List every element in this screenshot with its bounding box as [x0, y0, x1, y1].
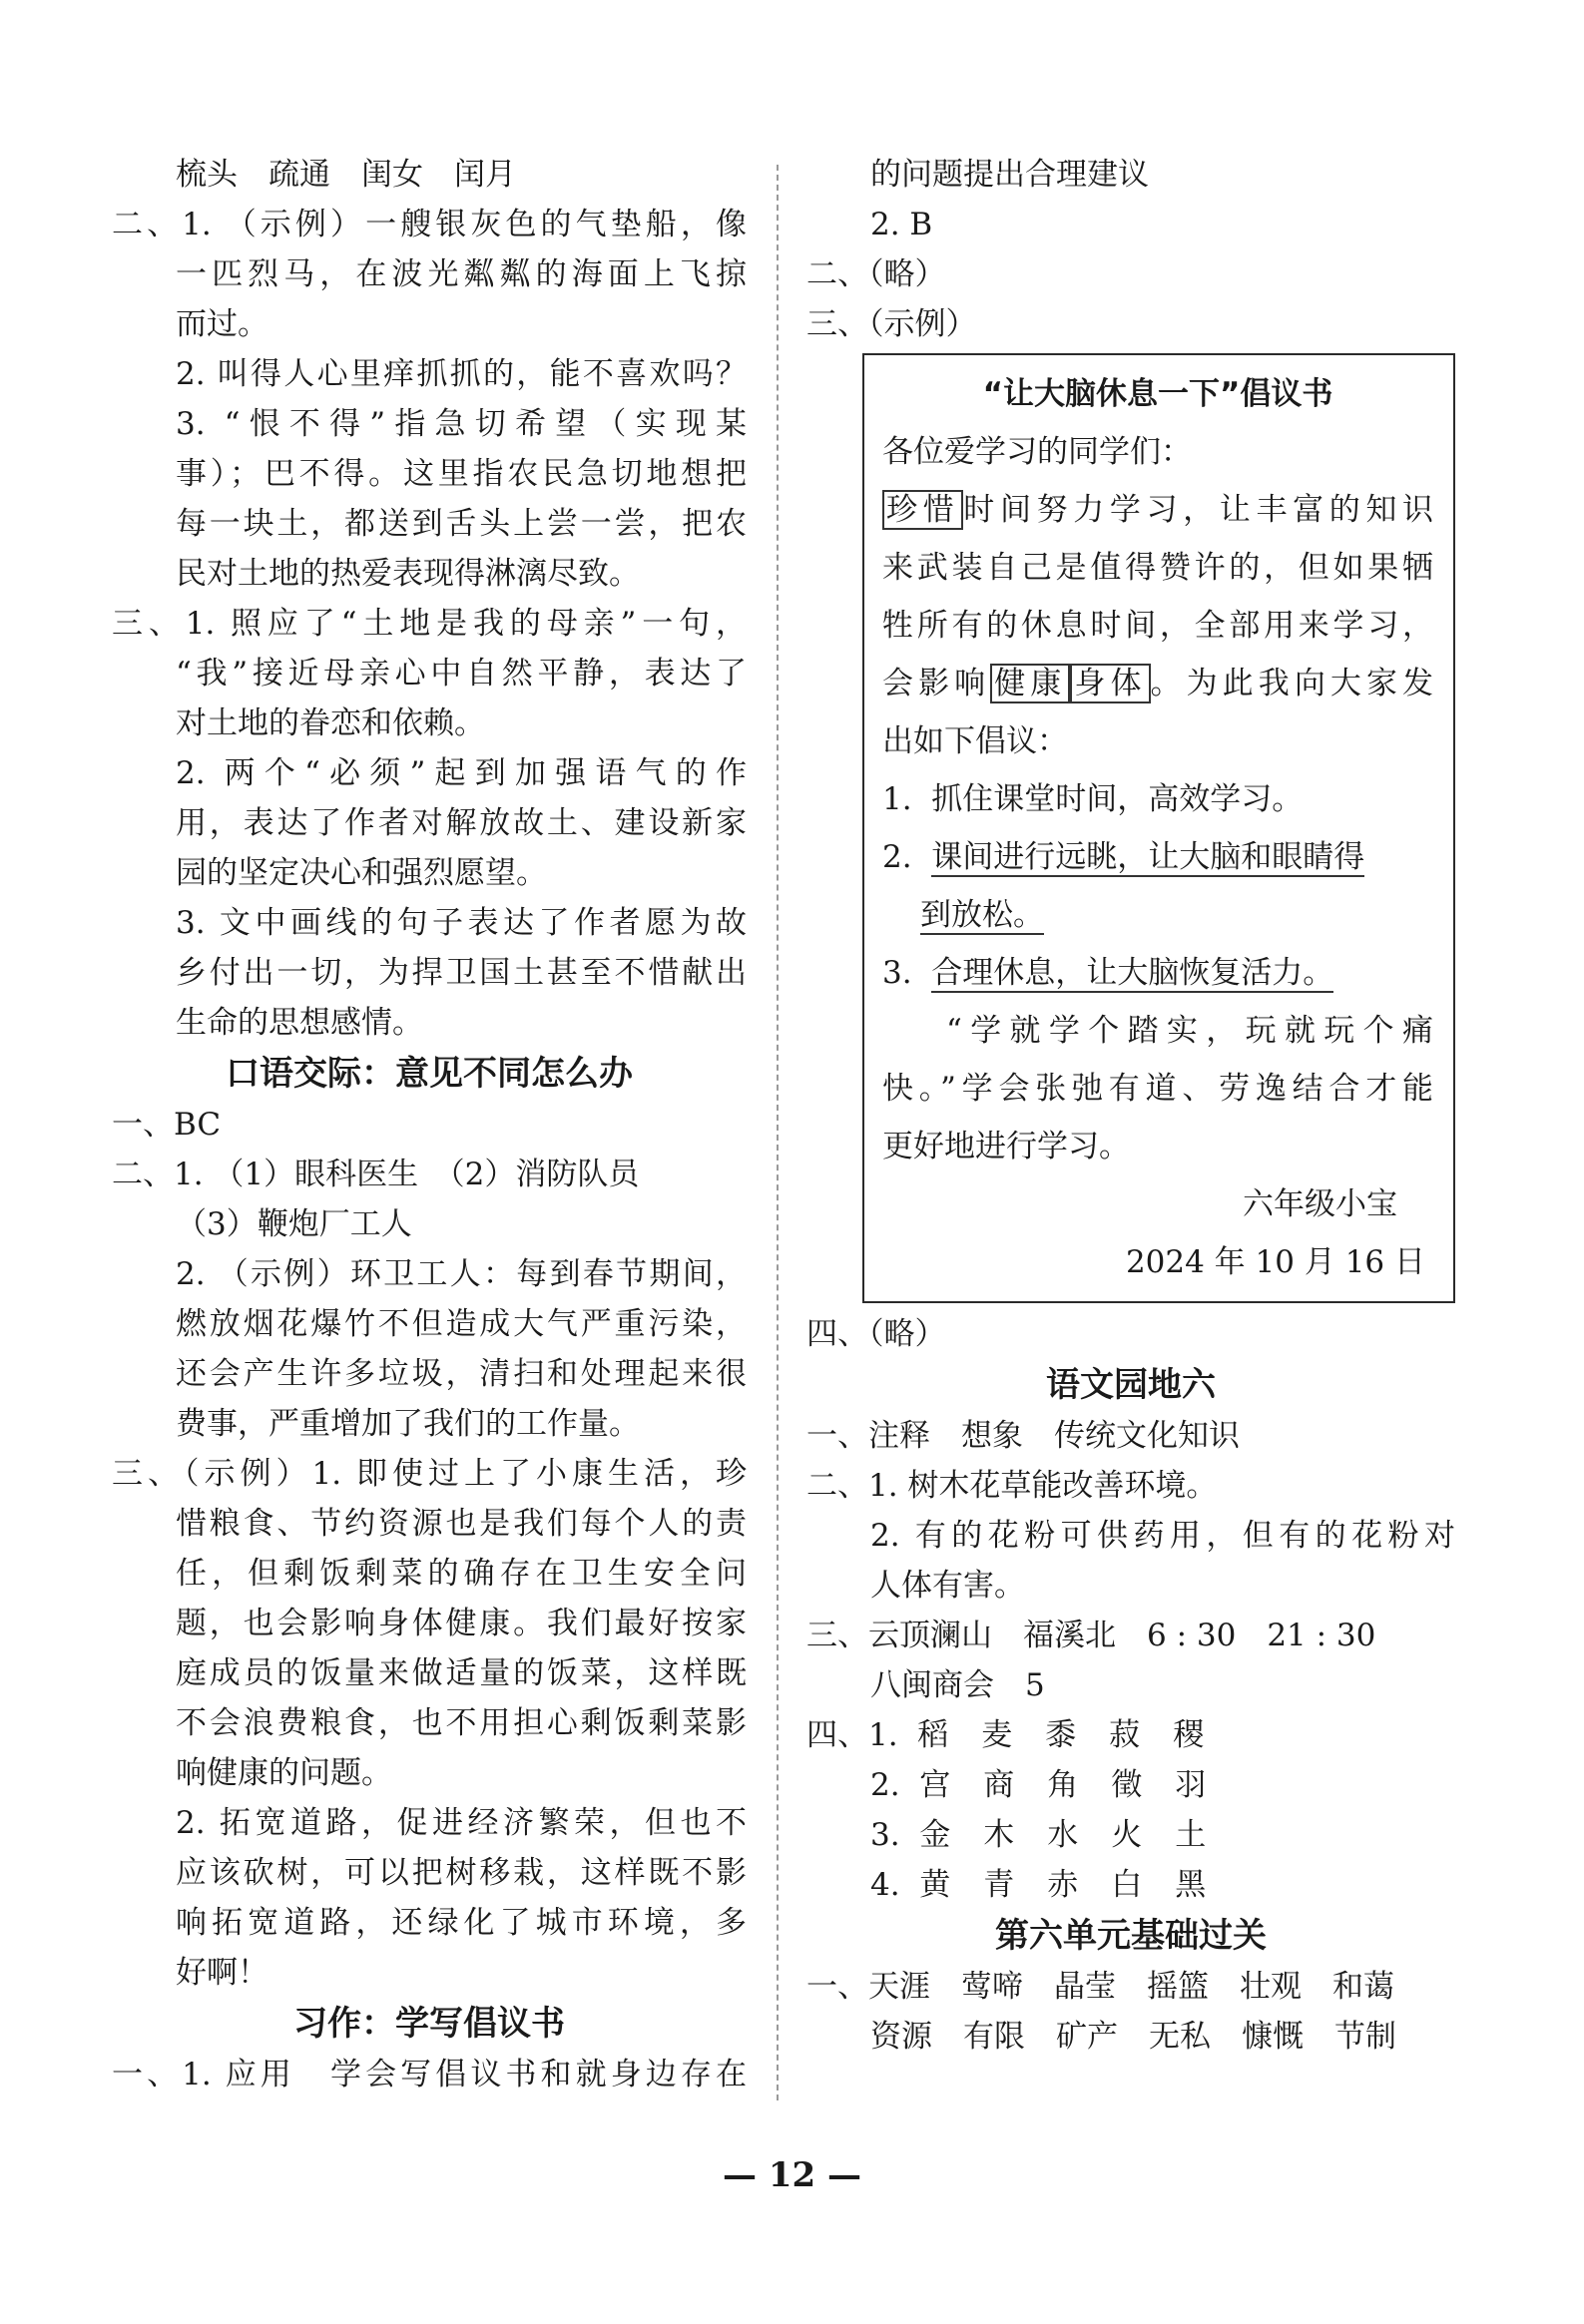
text-line: 一、注释 想象 传统文化知识 [806, 1418, 1240, 1454]
list-item-cont [882, 886, 1433, 944]
boxed-word: 身体 [1070, 664, 1150, 703]
text-line: 二、（略） [806, 256, 946, 292]
text-line: 2. 有的花粉可供药用，但有的花粉对 [870, 1518, 1455, 1554]
boxed-word: 珍惜 [882, 490, 963, 530]
underlined-text: 合理休息，让大脑恢复活力。 [931, 955, 1334, 991]
text-line: 任，但剩饭剩菜的确存在卫生安全问 [176, 1556, 747, 1592]
text-line: 对土地的眷恋和依赖。 [176, 705, 485, 741]
text-line: 三、云顶澜山 福溪北 6 : 30 21 : 30 [806, 1618, 1376, 1653]
text-line: 2. 叫得人心里痒抓抓的，能不喜欢吗？ [176, 356, 747, 392]
text-line: 园的坚定决心和强烈愿望。 [176, 855, 547, 891]
text-line: 一匹烈马，在波光粼粼的海面上飞掠 [176, 256, 747, 292]
text-line: 一、BC [112, 1107, 222, 1143]
proposal-letter-box [862, 353, 1455, 1303]
text-line: 二、1. 树木花草能改善环境。 [806, 1468, 1218, 1504]
section-heading: 口语交际：意见不同怎么办 [226, 1054, 633, 1094]
text-line: 燃放烟花爆竹不但造成大气严重污染， [176, 1306, 747, 1342]
page-number: — 12 — [723, 2155, 861, 2195]
letter-greeting: 各位爱学习的同学们： [882, 434, 1192, 470]
letter-date: 2024 年 10 月 16 日 [1125, 1244, 1425, 1280]
text-line: 的问题提出合理建议 [870, 157, 1149, 193]
text-line: 更好地进行学习。 [882, 1129, 1130, 1164]
underlined-text: 到放松。 [920, 897, 1044, 933]
text-line: 惜粮食、节约资源也是我们每个人的责 [176, 1506, 747, 1542]
text-line: 乡付出一切，为捍卫国土甚至不惜献出 [176, 955, 747, 991]
word-grid-row: 3. 金 木 水 火 土 [870, 1817, 1207, 1853]
letter-signature: 六年级小宝 [1243, 1186, 1397, 1222]
text-line: 2. （示例）环卫工人：每到春节期间， [176, 1256, 747, 1292]
section-heading: 语文园地六 [1046, 1365, 1216, 1405]
word-grid-row: 四、1. 稻 麦 黍 菽 稷 [806, 1717, 1205, 1753]
section-heading: 习作：学写倡议书 [293, 2004, 565, 2044]
text-line: 响拓宽道路，还绿化了城市环境，多 [176, 1905, 747, 1941]
list-item: 3. 合理休息，让大脑恢复活力。 [882, 955, 1334, 991]
underlined-text: 课间进行远眺，让大脑和眼睛得 [931, 839, 1365, 875]
text-line: 一、1. 应用 学会写倡议书和就身边存在 [112, 2057, 747, 2092]
text-line: 来武装自己是值得赞许的，但如果牺 [882, 550, 1433, 586]
text-line: 生命的思想感情。 [176, 1005, 423, 1041]
text-line: 一、天涯 莺啼 晶莹 摇篮 壮观 和蔼 [806, 1969, 1394, 2005]
text-line: 2. 两个“必须”起到加强语气的作 [176, 755, 747, 791]
text-line: 事）；巴不得。这里指农民急切地想把 [176, 456, 747, 492]
text-line: 不会浪费粮食，也不用担心剩饭剩菜影 [176, 1705, 747, 1741]
text-line: （3）鞭炮厂工人 [176, 1206, 412, 1242]
text-line: 三、（示例） [806, 306, 977, 342]
letter-title: “让大脑休息一下”倡议书 [982, 376, 1333, 412]
text-line: 好啊！ [176, 1955, 268, 1991]
right-column [806, 150, 1455, 2062]
text-line: 四、（略） [806, 1316, 946, 1352]
text-line: 珍惜 时间努力学习，让丰富的知识 [882, 481, 1433, 539]
text-line: 出如下倡议： [882, 723, 1068, 759]
text-line: 庭成员的饭量来做适量的饭菜，这样既 [176, 1655, 747, 1691]
left-column [112, 150, 747, 2099]
word-grid-row: 2. 宫 商 角 徵 羽 [870, 1767, 1207, 1803]
text-line: 资源 有限 矿产 无私 慷慨 节制 [870, 2019, 1396, 2055]
text-line: 应该砍树，可以把树移栽，这样既不影 [176, 1855, 747, 1891]
list-item: 2. 课间进行远眺，让大脑和眼睛得 [882, 839, 1365, 875]
text-line: 快。”学会张弛有道、劳逸结合才能 [882, 1071, 1433, 1107]
text-line: 三、（示例）1. 即使过上了小康生活，珍 [112, 1456, 747, 1492]
text-line: 2. B [870, 207, 933, 242]
text-line: 二、1. （示例）一艘银灰色的气垫船，像 [112, 207, 747, 242]
text-line: 梳头 疏通 闺女 闰月 [176, 157, 516, 193]
text-line: “我”接近母亲心中自然平静，表达了 [176, 656, 747, 692]
text-line: 每一块土，都送到舌头上尝一尝，把农 [176, 506, 747, 542]
list-item: 1. 抓住课堂时间，高效学习。 [882, 781, 1304, 817]
text-line: 民对土地的热爱表现得淋漓尽致。 [176, 556, 640, 592]
text-line: 题，也会影响身体健康。我们最好按家 [176, 1606, 747, 1641]
section-heading: 第六单元基础过关 [995, 1916, 1267, 1956]
text-line: 三、1. 照应了“土地是我的母亲”一句， [112, 606, 747, 642]
text-line: 八闽商会 5 [870, 1667, 1045, 1703]
text-line: 二、1. （1）眼科医生 （2）消防队员 [112, 1157, 640, 1192]
text-line: 响健康的问题。 [176, 1755, 392, 1791]
text-line: “学就学个踏实，玩就玩个痛 [946, 1013, 1433, 1049]
text-line: 还会产生许多垃圾，清扫和处理起来很 [176, 1356, 747, 1392]
word-grid-row: 4. 黄 青 赤 白 黑 [870, 1867, 1207, 1903]
text-line: 会影响 健康 身体 。为此我向大家发 [882, 666, 1434, 701]
column-divider [777, 165, 779, 2100]
text-line: 用，表达了作者对解放故土、建设新家 [176, 805, 747, 841]
text-line: 2. 拓宽道路，促进经济繁荣，但也不 [176, 1805, 747, 1841]
text-line: 牲所有的休息时间，全部用来学习， [882, 608, 1433, 644]
text-line: 费事，严重增加了我们的工作量。 [176, 1406, 640, 1442]
text-line: 3. “恨不得”指急切希望（实现某 [176, 406, 747, 442]
text-line: 3. 文中画线的句子表达了作者愿为故 [176, 905, 747, 941]
boxed-word: 健康 [990, 664, 1070, 703]
text-line: 人体有害。 [870, 1568, 1025, 1604]
text-line: 而过。 [176, 306, 268, 342]
